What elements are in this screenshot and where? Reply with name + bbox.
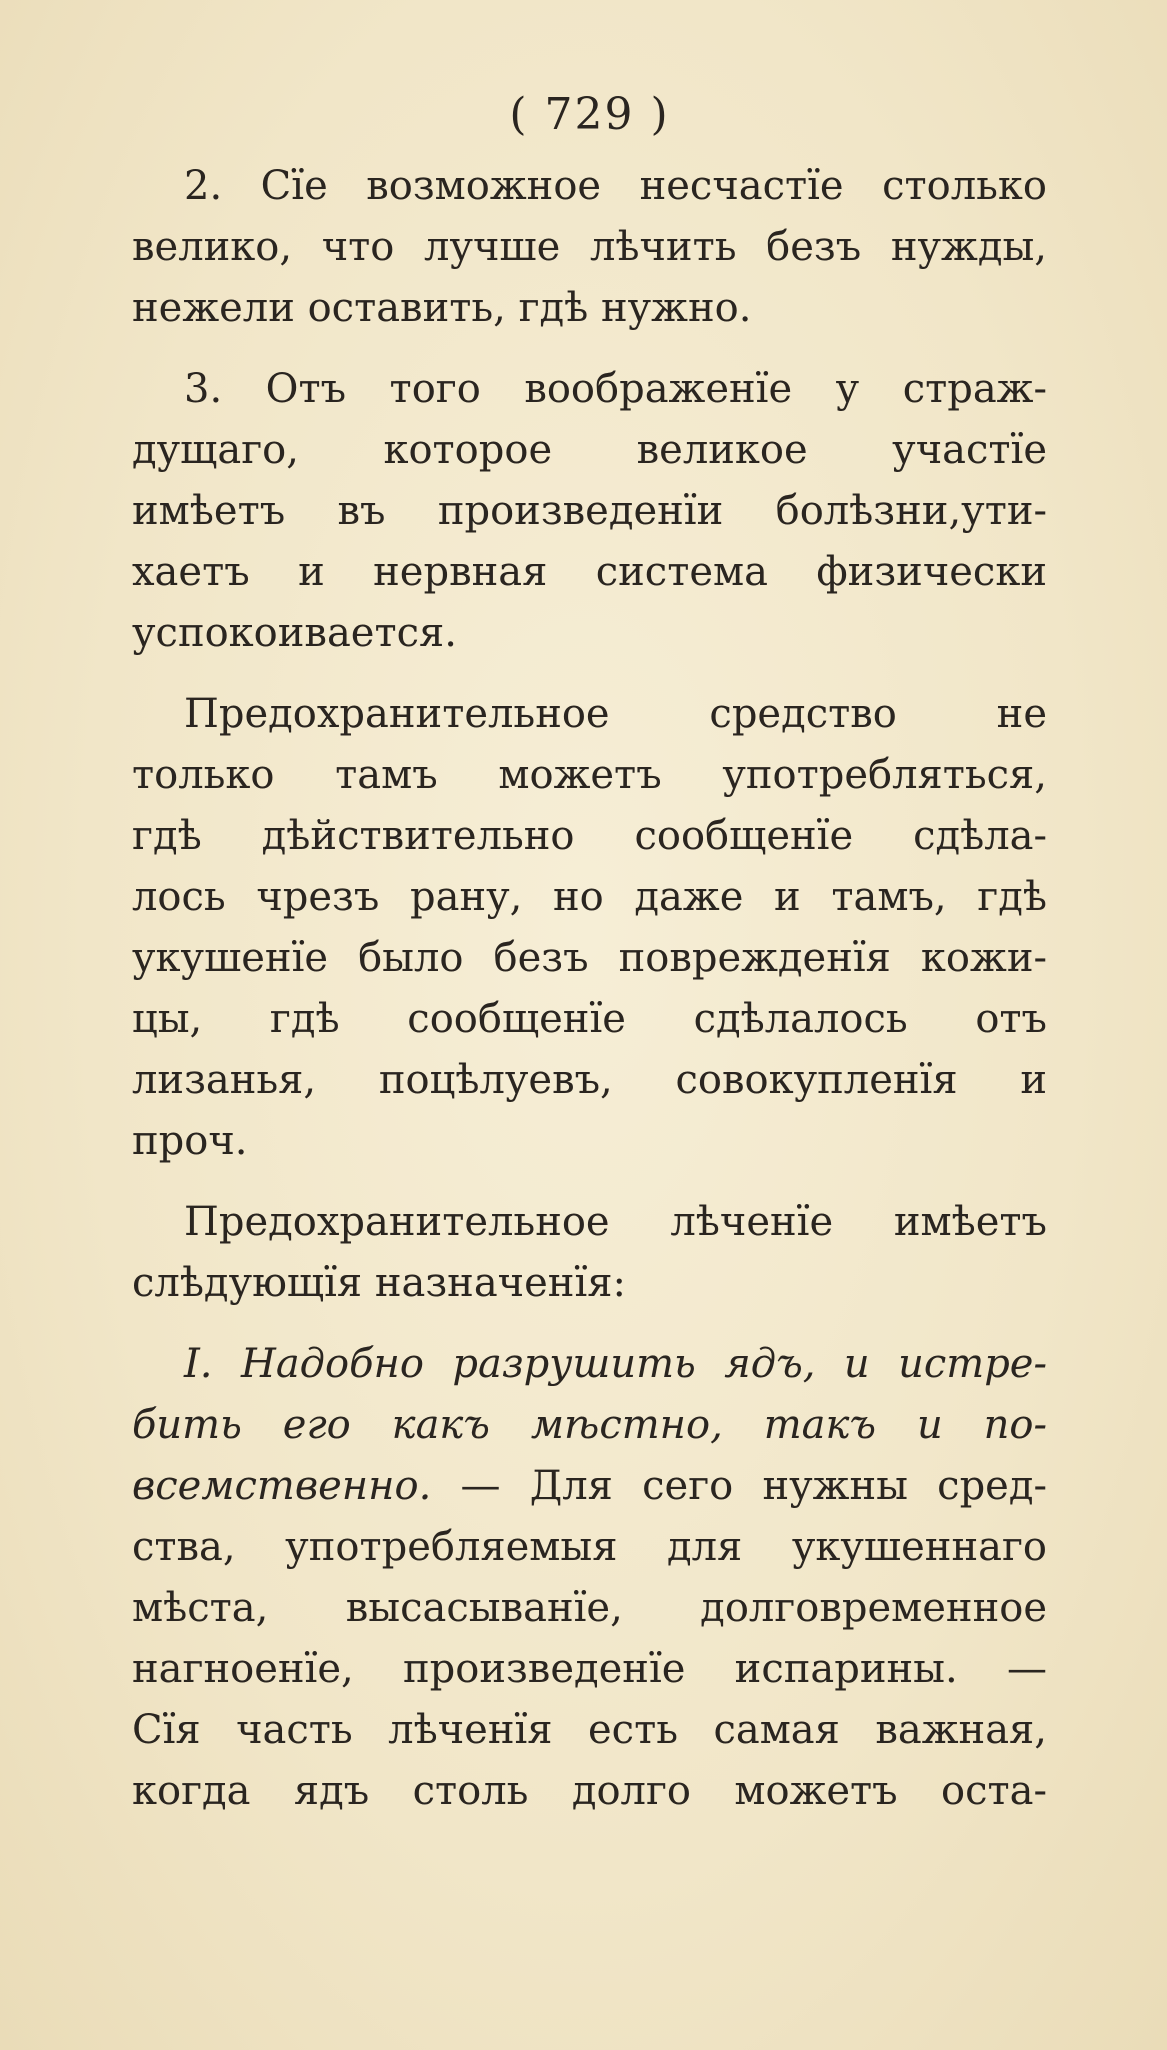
paragraph-5 bbox=[132, 1192, 1047, 1314]
text-line: только тамъ можетъ употребляться, bbox=[132, 752, 1047, 798]
text-line: цы, гдѣ сообщенїе сдѣлалось отъ bbox=[132, 996, 1047, 1042]
roman-phrase: — Для сего нужны сред- bbox=[431, 1463, 1047, 1509]
text-line: Сїя часть лѣченїя есть самая важная, bbox=[132, 1707, 1047, 1753]
text-line: слѣдующїя назначенїя: bbox=[132, 1260, 626, 1306]
text-line: гдѣ дѣйствительно сообщенїе сдѣла- bbox=[132, 813, 1047, 859]
text-line: 2. Сїе возможное несчастїе столько bbox=[184, 163, 1047, 209]
text-line: хаетъ и нервная система физически bbox=[132, 549, 1047, 595]
text-line: когда ядъ столь долго можетъ оста- bbox=[132, 1768, 1047, 1814]
paragraph-4 bbox=[132, 684, 1047, 1172]
text-line: укушенїе было безъ поврежденїя кожи- bbox=[132, 935, 1047, 981]
text-line: нагноенїе, произведенїе испарины. — bbox=[132, 1646, 1047, 1692]
text-line: успокоивается. bbox=[132, 610, 457, 656]
text-line: велико, что лучше лѣчить безъ нужды, bbox=[132, 224, 1047, 270]
text-line: проч. bbox=[132, 1118, 248, 1164]
text-line: Предохранительное средство не bbox=[184, 691, 1047, 737]
mixed-text-line bbox=[132, 1456, 1047, 1517]
italic-phrase: всемственно. bbox=[132, 1463, 432, 1509]
text-line: ства, употребляемыя для укушеннаго bbox=[132, 1524, 1047, 1570]
text-line: дущаго, которое великое участїе bbox=[132, 427, 1047, 473]
paragraph-6 bbox=[132, 1334, 1047, 1822]
text-line: Предохранительное лѣченїе имѣетъ bbox=[184, 1199, 1047, 1245]
italic-text-line: I. Надобно разрушить ядъ, и истре- bbox=[184, 1341, 1047, 1387]
paragraph-3 bbox=[132, 359, 1047, 664]
text-line: нежели оставить, гдѣ нужно. bbox=[132, 285, 752, 331]
text-line: имѣетъ въ произведенїи болѣзни,ути- bbox=[132, 488, 1047, 534]
text-line: 3. Отъ того воображенїе у страж- bbox=[184, 366, 1047, 412]
text-line: лизанья, поцѣлуевъ, совокупленїя и bbox=[132, 1057, 1047, 1103]
italic-text-line: бить его какъ мѣстно, такъ и по- bbox=[132, 1402, 1047, 1448]
page-number: ( 729 ) bbox=[509, 89, 670, 140]
text-line: мѣста, высасыванїе, долговременное bbox=[132, 1585, 1047, 1631]
text-line: лось чрезъ рану, но даже и тамъ, гдѣ bbox=[132, 874, 1047, 920]
paragraph-2 bbox=[132, 156, 1047, 339]
